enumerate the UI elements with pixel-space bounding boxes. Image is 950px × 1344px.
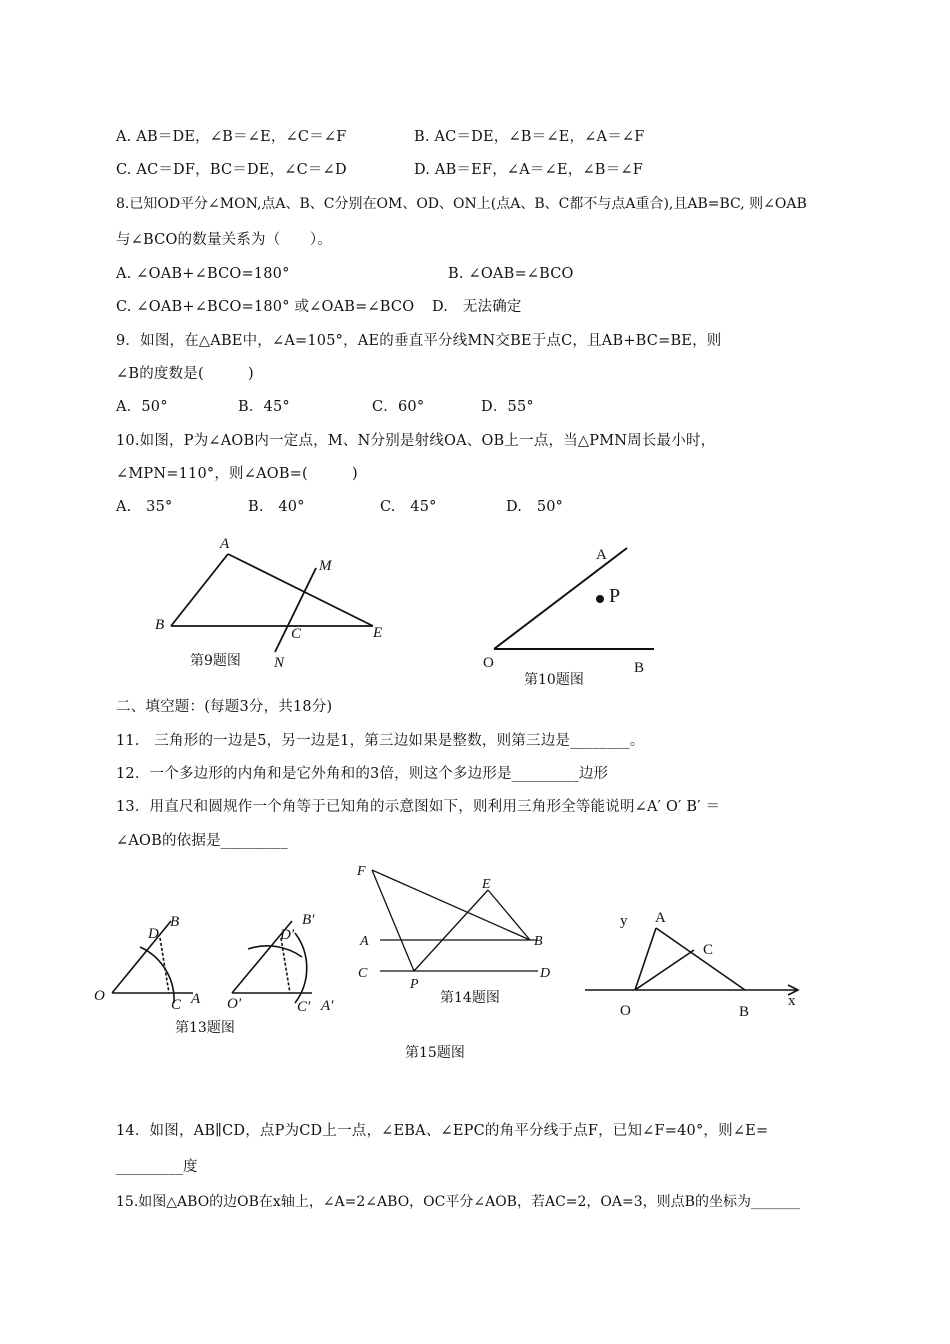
fig13-label-o: O bbox=[94, 988, 105, 1004]
q14-stem-line2: _________度 bbox=[116, 1159, 198, 1175]
fig10-caption: 第10题图 bbox=[524, 672, 584, 688]
figure-15 bbox=[580, 905, 810, 1025]
fig15-segment-ab bbox=[656, 928, 745, 990]
fig15-label-y: y bbox=[620, 913, 628, 929]
fig15-label-x: x bbox=[788, 993, 796, 1009]
fig9-label-m: M bbox=[319, 558, 332, 574]
fig14-label-f: F bbox=[357, 864, 366, 879]
fig10-label-a: A bbox=[596, 547, 607, 563]
fig15-segment-oc bbox=[635, 950, 694, 990]
fig13-arc-upper bbox=[248, 946, 302, 957]
fig9-label-n: N bbox=[274, 655, 285, 671]
q7-option-b: B. AC＝DE，∠B＝∠E，∠A＝∠F bbox=[414, 129, 645, 145]
fig14-caption: 第14题图 bbox=[440, 990, 500, 1006]
fig14-segment-pe bbox=[414, 890, 488, 971]
fig14-label-p: P bbox=[410, 977, 419, 992]
fig13-label-d: D bbox=[148, 926, 159, 942]
fig10-ray-oa bbox=[494, 548, 627, 649]
q15-stem: 15.如图△ABO的边OB在x轴上，∠A=2∠ABO，OC平分∠AOB，若AC=2，OA=3，则点B的坐标为_______ bbox=[116, 1194, 800, 1210]
fig13-segment-dc bbox=[160, 938, 169, 993]
fig14-label-c: C bbox=[358, 966, 368, 981]
fig15-label-a: A bbox=[655, 910, 666, 926]
q9-stem-line2: ∠B的度数是( ) bbox=[116, 366, 254, 382]
fig14-segment-eb bbox=[488, 890, 530, 940]
figure-14 bbox=[352, 858, 562, 993]
q10-option-a: A. 35° bbox=[116, 499, 173, 515]
q13-stem-line2: ∠AOB的依据是_________ bbox=[116, 833, 288, 849]
fig9-label-c: C bbox=[291, 626, 302, 642]
q10-option-d: D. 50° bbox=[506, 499, 564, 515]
figure-10 bbox=[475, 540, 675, 680]
fig13-segment-d2c2 bbox=[281, 938, 290, 993]
fig14-label-e: E bbox=[482, 877, 491, 892]
q8-option-a: A. ∠OAB+∠BCO=180° bbox=[116, 266, 290, 282]
fig14-segment-fb bbox=[372, 870, 530, 940]
fig13-label-c-prime: C′ bbox=[297, 999, 311, 1015]
q8-option-c: C. ∠OAB+∠BCO=180° 或∠OAB=∠BCO bbox=[116, 299, 415, 315]
fig13-label-a: A bbox=[191, 991, 201, 1007]
fig9-label-a: A bbox=[220, 536, 230, 552]
q9-option-d: D．55° bbox=[481, 399, 534, 415]
q9-option-c: C．60° bbox=[372, 399, 425, 415]
q11-stem: 11. 三角形的一边是5，另一边是1，第三边如果是整数，则第三边是________。 bbox=[116, 733, 645, 749]
fig13-ray-ob bbox=[112, 921, 171, 993]
q12-stem: 12．一个多边形的内角和是它外角和的3倍，则这个多边形是_________边形 bbox=[116, 766, 609, 782]
q10-option-b: B. 40° bbox=[248, 499, 305, 515]
fig13-label-o-prime: O′ bbox=[227, 996, 242, 1012]
fig9-segment-ab bbox=[171, 554, 228, 626]
section2-title: 二、填空题：(每题3分，共18分) bbox=[116, 699, 333, 715]
fig9-segment-ae bbox=[228, 554, 373, 626]
q13-stem-line1: 13．用直尺和圆规作一个角等于已知角的示意图如下，则利用三角形全等能说明∠A′ O′ B′ ＝ bbox=[116, 799, 721, 815]
q9-option-a: A．50° bbox=[116, 399, 168, 415]
q10-option-c: C. 45° bbox=[380, 499, 437, 515]
q9-stem-line1: 9．如图，在△ABE中，∠A=105°，AE的垂直平分线MN交BE于点C，且AB+BC=BE，则 bbox=[116, 333, 722, 349]
q8-stem-line2: 与∠BCO的数量关系为（ ）。 bbox=[116, 232, 333, 248]
fig13-label-b: B bbox=[170, 914, 180, 930]
q10-stem-line1: 10.如图，P为∠AOB内一定点，M、N分别是射线OA、OB上一点，当△PMN周长最小时， bbox=[116, 433, 716, 449]
fig13-caption: 第13题图 bbox=[175, 1020, 235, 1036]
fig13-arc bbox=[140, 947, 174, 1003]
q14-stem-line1: 14．如图，AB∥CD，点P为CD上一点，∠EBA、∠EPC的角平分线于点F，已知∠F=40°，则∠E= bbox=[116, 1123, 769, 1139]
fig9-label-b: B bbox=[155, 617, 165, 633]
q8-stem-line1: 8.已知OD平分∠MON,点A、B、C分别在OM、OD、ON上(点A、B、C都不与点A重合),且AB=BC, 则∠OAB bbox=[116, 196, 807, 212]
q8-option-d: D. 无法确定 bbox=[432, 299, 522, 315]
fig15-label-o: O bbox=[620, 1003, 631, 1019]
q7-option-d: D. AB＝EF，∠A＝∠E，∠B＝∠F bbox=[414, 162, 643, 178]
q7-option-c: C. AC＝DF，BC＝DE，∠C＝∠D bbox=[116, 162, 347, 178]
q10-stem-line2: ∠MPN=110°，则∠AOB=( ) bbox=[116, 466, 358, 482]
fig13-label-c: C bbox=[171, 997, 182, 1013]
fig9-caption: 第9题图 bbox=[190, 653, 241, 669]
fig13-label-a-prime: A′ bbox=[321, 998, 334, 1014]
q9-option-b: B．45° bbox=[238, 399, 290, 415]
fig9-label-e: E bbox=[373, 625, 383, 641]
fig10-point-p bbox=[596, 595, 604, 603]
fig13-label-b-prime: B′ bbox=[302, 912, 315, 928]
fig15-label-c: C bbox=[703, 942, 714, 958]
fig13-label-d-prime: D′ bbox=[280, 927, 295, 943]
fig10-label-p: P bbox=[609, 585, 621, 607]
figure-13 bbox=[90, 905, 360, 1020]
q7-option-a: A. AB＝DE，∠B＝∠E，∠C＝∠F bbox=[116, 129, 347, 145]
fig15-caption: 第15题图 bbox=[405, 1045, 465, 1061]
fig14-label-b: B bbox=[534, 934, 543, 949]
figure-9 bbox=[140, 530, 400, 675]
fig10-label-b: B bbox=[634, 660, 645, 676]
fig10-label-o: O bbox=[483, 655, 494, 671]
fig14-label-d: D bbox=[540, 966, 551, 981]
fig14-label-a: A bbox=[360, 934, 369, 949]
fig15-label-b: B bbox=[739, 1004, 750, 1020]
q8-option-b: B. ∠OAB=∠BCO bbox=[448, 266, 574, 282]
fig15-segment-oa bbox=[635, 928, 656, 990]
